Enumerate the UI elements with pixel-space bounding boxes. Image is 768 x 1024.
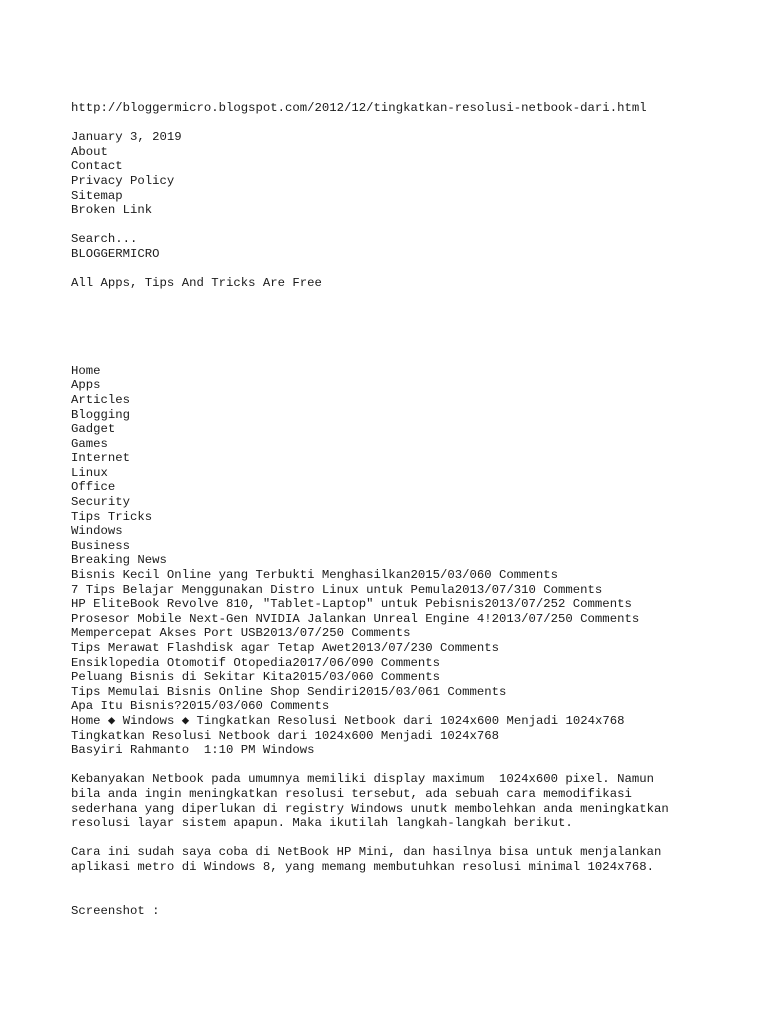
spacer [71,758,751,773]
spacer [71,889,751,904]
breadcrumb-home-link[interactable]: Home [71,713,101,728]
nav-item-internet[interactable]: Internet [71,451,131,466]
breadcrumb-separator: ◆ [174,713,197,728]
news-item[interactable]: Prosesor Mobile Next-Gen NVIDIA Jalankan Unreal Engine 4!2013/07/250 Comments [71,611,640,626]
post-title: Tingkatkan Resolusi Netbook dari 1024x600 Menjadi 1024x768 [71,728,500,743]
nav-item-games[interactable]: Games [71,436,108,451]
top-link-sitemap[interactable]: Sitemap [71,188,123,203]
top-link-contact[interactable]: Contact [71,159,123,174]
search-input[interactable]: Search... [71,232,138,247]
nav-item-blogging[interactable]: Blogging [71,407,131,422]
nav-item-business[interactable]: Business [71,538,131,553]
spacer [71,831,751,846]
news-item[interactable]: Bisnis Kecil Online yang Terbukti Menghasilkan2015/03/060 Comments [71,568,559,583]
nav-item-linux[interactable]: Linux [71,465,108,480]
nav-item-home[interactable]: Home [71,363,101,378]
news-item[interactable]: Tips Memulai Bisnis Online Shop Sendiri2015/03/061 Comments [71,684,507,699]
nav-item-security[interactable]: Security [71,495,131,510]
top-link-privacy-policy[interactable]: Privacy Policy [71,173,175,188]
site-tagline: All Apps, Tips And Tricks Are Free [71,276,322,291]
news-item[interactable]: Apa Itu Bisnis?2015/03/060 Comments [71,699,330,714]
page-url-link[interactable]: http://bloggermicro.blogspot.com/2012/12/tingkatkan-resolusi-netbook-dari.html [71,101,647,115]
top-link-broken-link[interactable]: Broken Link [71,203,153,218]
breadcrumb-separator: ◆ [100,713,123,728]
nav-item-tips-tricks[interactable]: Tips Tricks [71,509,153,524]
breaking-news-label: Breaking News [71,553,167,568]
site-name-link[interactable]: BLOGGERMICRO [71,246,160,261]
news-item[interactable]: HP EliteBook Revolve 810, "Tablet-Laptop" untuk Pebisnis2013/07/252 Comments [71,597,632,612]
paragraph-line: Kebanyakan Netbook pada umumnya memiliki display maximum 1024x600 pixel. Namun [71,772,654,787]
spacer [71,262,751,277]
news-item[interactable]: Tips Merawat Flashdisk agar Tetap Awet2013/07/230 Comments [71,641,500,655]
nav-item-articles[interactable]: Articles [71,392,131,407]
spacer [71,218,751,233]
nav-item-apps[interactable]: Apps [71,378,101,393]
header-date: January 3, 2019 [71,130,182,145]
nav-item-office[interactable]: Office [71,480,116,495]
breadcrumb-category-link[interactable]: Windows [122,713,175,728]
news-item[interactable]: 7 Tips Belajar Menggunakan Distro Linux untuk Pemula2013/07/310 Comments [71,582,603,597]
paragraph-line: Cara ini sudah saya coba di NetBook HP Mini, dan hasilnya bisa untuk menjalankan [71,845,662,860]
news-item[interactable]: Peluang Bisnis di Sekitar Kita2015/03/060 Comments [71,670,440,685]
news-item[interactable]: Ensiklopedia Otomotif Otopedia2017/06/090 Comments [71,655,440,670]
spacer [71,291,751,364]
breadcrumb-current: Tingkatkan Resolusi Netbook dari 1024x600 Menjadi 1024x768 [196,713,625,728]
nav-item-windows[interactable]: Windows [71,524,123,539]
document-body [71,101,751,918]
spacer [71,875,751,890]
top-link-about[interactable]: About [71,144,108,159]
nav-item-gadget[interactable]: Gadget [71,422,116,437]
spacer [71,116,751,131]
news-item[interactable]: Mempercepat Akses Port USB2013/07/250 Comments [71,626,411,641]
paragraph-line: bila anda ingin meningkatkan resolusi tersebut, ada sebuah cara memodifikasi [71,786,632,801]
paragraph-line: aplikasi metro di Windows 8, yang memang membutuhkan resolusi minimal 1024x768. [71,859,654,874]
paragraph-line: resolusi layar sistem apapun. Maka ikutilah langkah-langkah berikut. [71,816,573,831]
paragraph-line: sederhana yang diperlukan di registry Windows unutk membolehkan anda meningkatkan [71,801,669,816]
post-meta: Basyiri Rahmanto 1:10 PM Windows [71,743,315,758]
screenshot-label: Screenshot : [71,903,160,918]
breadcrumb [71,714,751,729]
